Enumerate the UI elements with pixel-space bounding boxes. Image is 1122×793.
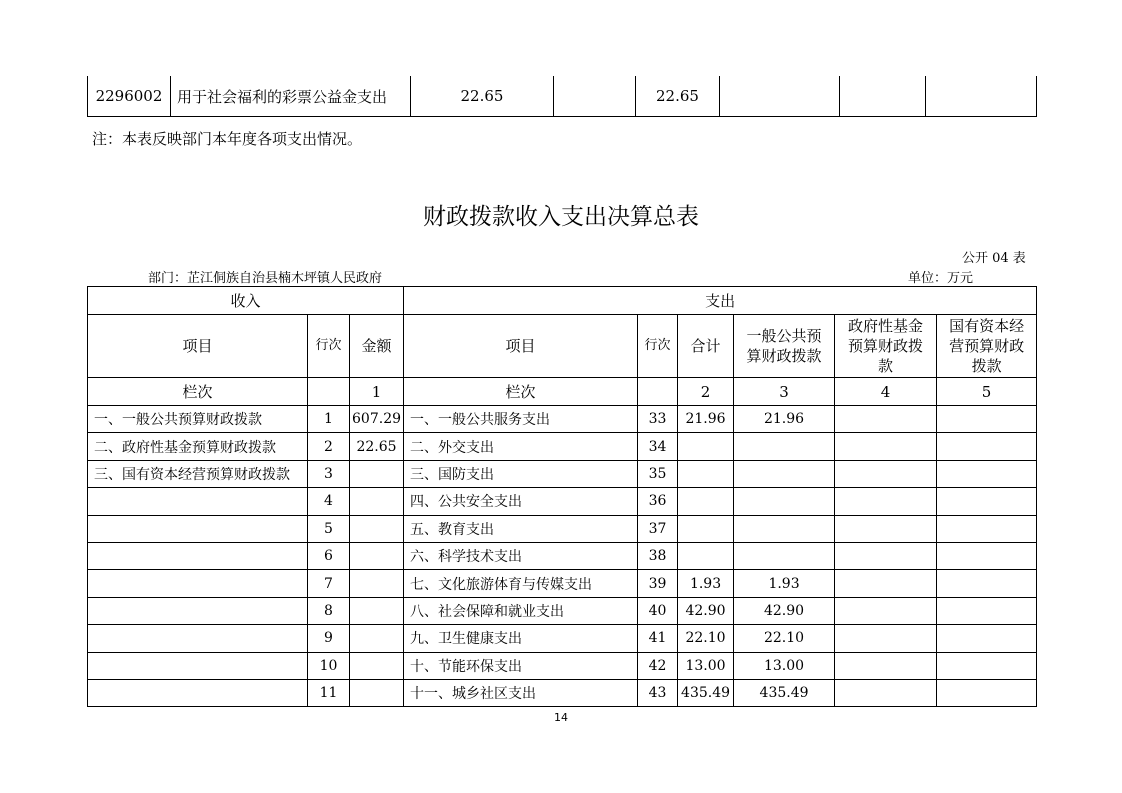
general-budget-cell	[734, 433, 835, 460]
expense-item-cell: 三、国防支出	[404, 460, 638, 487]
expense-item-cell: 十、节能环保支出	[404, 652, 638, 679]
empty-cell	[840, 76, 926, 117]
gov-fund-cell	[835, 652, 937, 679]
table-row	[88, 406, 1037, 433]
income-item-header: 项目	[88, 315, 308, 378]
page-number: 14	[554, 711, 568, 724]
income-amount-cell	[350, 652, 404, 679]
gov-fund-cell	[835, 625, 937, 652]
total-cell: 22.65	[411, 76, 554, 117]
state-capital-cell	[937, 488, 1037, 515]
column-number: 3	[734, 378, 835, 406]
total-cell	[678, 515, 734, 542]
general-budget-cell: 435.49	[734, 679, 835, 706]
empty-cell	[926, 76, 1037, 117]
income-amount-cell	[350, 488, 404, 515]
income-item-cell	[88, 679, 308, 706]
department-label: 部门：芷江侗族自治县楠木坪镇人民政府	[148, 271, 383, 286]
income-item-cell: 一、一般公共预算财政拨款	[88, 406, 308, 433]
expense-line-cell: 34	[638, 433, 678, 460]
expense-item-cell: 六、科学技术支出	[404, 542, 638, 569]
general-budget-cell: 13.00	[734, 652, 835, 679]
income-item-cell	[88, 515, 308, 542]
fiscal-summary-table	[87, 286, 1037, 707]
expense-line-cell: 43	[638, 679, 678, 706]
gov-fund-cell	[835, 515, 937, 542]
table-row	[88, 679, 1037, 706]
gov-fund-cell	[835, 488, 937, 515]
income-amount-cell: 607.29	[350, 406, 404, 433]
total-cell	[678, 488, 734, 515]
state-capital-cell	[937, 625, 1037, 652]
gov-fund-cell	[835, 406, 937, 433]
basic-cell	[554, 76, 636, 117]
state-capital-cell	[937, 652, 1037, 679]
total-cell: 42.90	[678, 597, 734, 624]
table-row	[88, 570, 1037, 597]
state-capital-cell	[937, 542, 1037, 569]
total-cell	[678, 433, 734, 460]
table-row	[88, 542, 1037, 569]
income-line-cell: 10	[308, 652, 350, 679]
expense-line-cell: 37	[638, 515, 678, 542]
continued-expense-table	[87, 76, 1037, 117]
total-header: 合计	[678, 315, 734, 378]
general-budget-cell: 42.90	[734, 597, 835, 624]
gov-fund-cell	[835, 679, 937, 706]
income-line-cell: 7	[308, 570, 350, 597]
income-item-cell	[88, 488, 308, 515]
gov-fund-header: 政府性基金预算财政拨款	[835, 315, 937, 378]
subject-code: 2296002	[88, 76, 171, 117]
income-amount-cell	[350, 679, 404, 706]
table-row	[88, 433, 1037, 460]
income-item-cell	[88, 542, 308, 569]
column-number: 1	[350, 378, 404, 406]
expense-item-cell: 五、教育支出	[404, 515, 638, 542]
expense-item-cell: 八、社会保障和就业支出	[404, 597, 638, 624]
income-amount-cell	[350, 625, 404, 652]
income-line-header: 行次	[308, 315, 350, 378]
table-row	[88, 515, 1037, 542]
total-cell: 21.96	[678, 406, 734, 433]
total-cell: 1.93	[678, 570, 734, 597]
income-amount-cell	[350, 597, 404, 624]
page-title: 财政拨款收入支出决算总表	[423, 204, 699, 230]
total-cell: 22.10	[678, 625, 734, 652]
income-line-cell: 1	[308, 406, 350, 433]
gov-fund-cell	[835, 597, 937, 624]
expense-item-cell: 十一、城乡社区支出	[404, 679, 638, 706]
income-item-cell	[88, 570, 308, 597]
column-number-row	[88, 378, 1037, 406]
state-capital-cell	[937, 679, 1037, 706]
expense-line-cell: 40	[638, 597, 678, 624]
header-row	[88, 315, 1037, 378]
expense-line-cell: 36	[638, 488, 678, 515]
expense-line-cell: 41	[638, 625, 678, 652]
income-item-cell	[88, 597, 308, 624]
column-number: 5	[937, 378, 1037, 406]
gov-fund-cell	[835, 542, 937, 569]
empty-cell	[638, 378, 678, 406]
gov-fund-cell	[835, 570, 937, 597]
total-cell	[678, 542, 734, 569]
income-line-cell: 11	[308, 679, 350, 706]
expense-line-cell: 42	[638, 652, 678, 679]
table-row	[88, 652, 1037, 679]
state-capital-cell	[937, 406, 1037, 433]
income-amount-cell	[350, 515, 404, 542]
general-budget-header: 一般公共预算财政拨款	[734, 315, 835, 378]
table-row	[88, 625, 1037, 652]
general-budget-cell: 1.93	[734, 570, 835, 597]
income-amount-cell: 22.65	[350, 433, 404, 460]
gov-fund-cell	[835, 460, 937, 487]
table-row	[88, 488, 1037, 515]
general-budget-cell: 22.10	[734, 625, 835, 652]
expense-item-cell: 七、文化旅游体育与传媒支出	[404, 570, 638, 597]
general-budget-cell	[734, 488, 835, 515]
income-line-cell: 2	[308, 433, 350, 460]
general-budget-cell	[734, 460, 835, 487]
state-capital-cell	[937, 433, 1037, 460]
general-budget-cell	[734, 515, 835, 542]
total-cell	[678, 460, 734, 487]
income-item-cell	[88, 652, 308, 679]
income-item-cell: 二、政府性基金预算财政拨款	[88, 433, 308, 460]
state-capital-cell	[937, 597, 1037, 624]
expense-item-cell: 一、一般公共服务支出	[404, 406, 638, 433]
gov-fund-cell	[835, 433, 937, 460]
column-number: 2	[678, 378, 734, 406]
income-line-cell: 3	[308, 460, 350, 487]
form-number: 公开 04 表	[962, 251, 1026, 266]
expense-item-cell: 二、外交支出	[404, 433, 638, 460]
expense-header: 支出	[404, 287, 1037, 315]
expense-line-cell: 38	[638, 542, 678, 569]
column-label: 栏次	[88, 378, 308, 406]
total-cell: 13.00	[678, 652, 734, 679]
income-amount-cell	[350, 460, 404, 487]
unit-label: 单位：万元	[908, 271, 974, 286]
expense-item-header: 项目	[404, 315, 638, 378]
income-line-cell: 8	[308, 597, 350, 624]
expense-line-cell: 35	[638, 460, 678, 487]
project-cell: 22.65	[636, 76, 720, 117]
expense-item-cell: 四、公共安全支出	[404, 488, 638, 515]
income-amount-cell	[350, 542, 404, 569]
amount-header: 金额	[350, 315, 404, 378]
header-row	[88, 287, 1037, 315]
income-line-cell: 9	[308, 625, 350, 652]
income-header: 收入	[88, 287, 404, 315]
subject-name: 用于社会福利的彩票公益金支出	[171, 76, 411, 117]
income-line-cell: 5	[308, 515, 350, 542]
income-item-cell	[88, 625, 308, 652]
general-budget-cell: 21.96	[734, 406, 835, 433]
table-row	[88, 597, 1037, 624]
table-row	[88, 460, 1037, 487]
income-line-cell: 4	[308, 488, 350, 515]
income-amount-cell	[350, 570, 404, 597]
income-item-cell: 三、国有资本经营预算财政拨款	[88, 460, 308, 487]
table-row	[88, 76, 1037, 117]
expense-line-cell: 39	[638, 570, 678, 597]
state-capital-cell	[937, 515, 1037, 542]
income-line-cell: 6	[308, 542, 350, 569]
empty-cell	[308, 378, 350, 406]
column-number: 4	[835, 378, 937, 406]
column-label: 栏次	[404, 378, 638, 406]
state-capital-cell	[937, 460, 1037, 487]
state-capital-header: 国有资本经营预算财政拨款	[937, 315, 1037, 378]
expense-line-cell: 33	[638, 406, 678, 433]
total-cell: 435.49	[678, 679, 734, 706]
expense-line-header: 行次	[638, 315, 678, 378]
table-note: 注：本表反映部门本年度各项支出情况。	[92, 130, 363, 148]
expense-item-cell: 九、卫生健康支出	[404, 625, 638, 652]
table-body	[88, 406, 1037, 707]
empty-cell	[720, 76, 840, 117]
general-budget-cell	[734, 542, 835, 569]
state-capital-cell	[937, 570, 1037, 597]
